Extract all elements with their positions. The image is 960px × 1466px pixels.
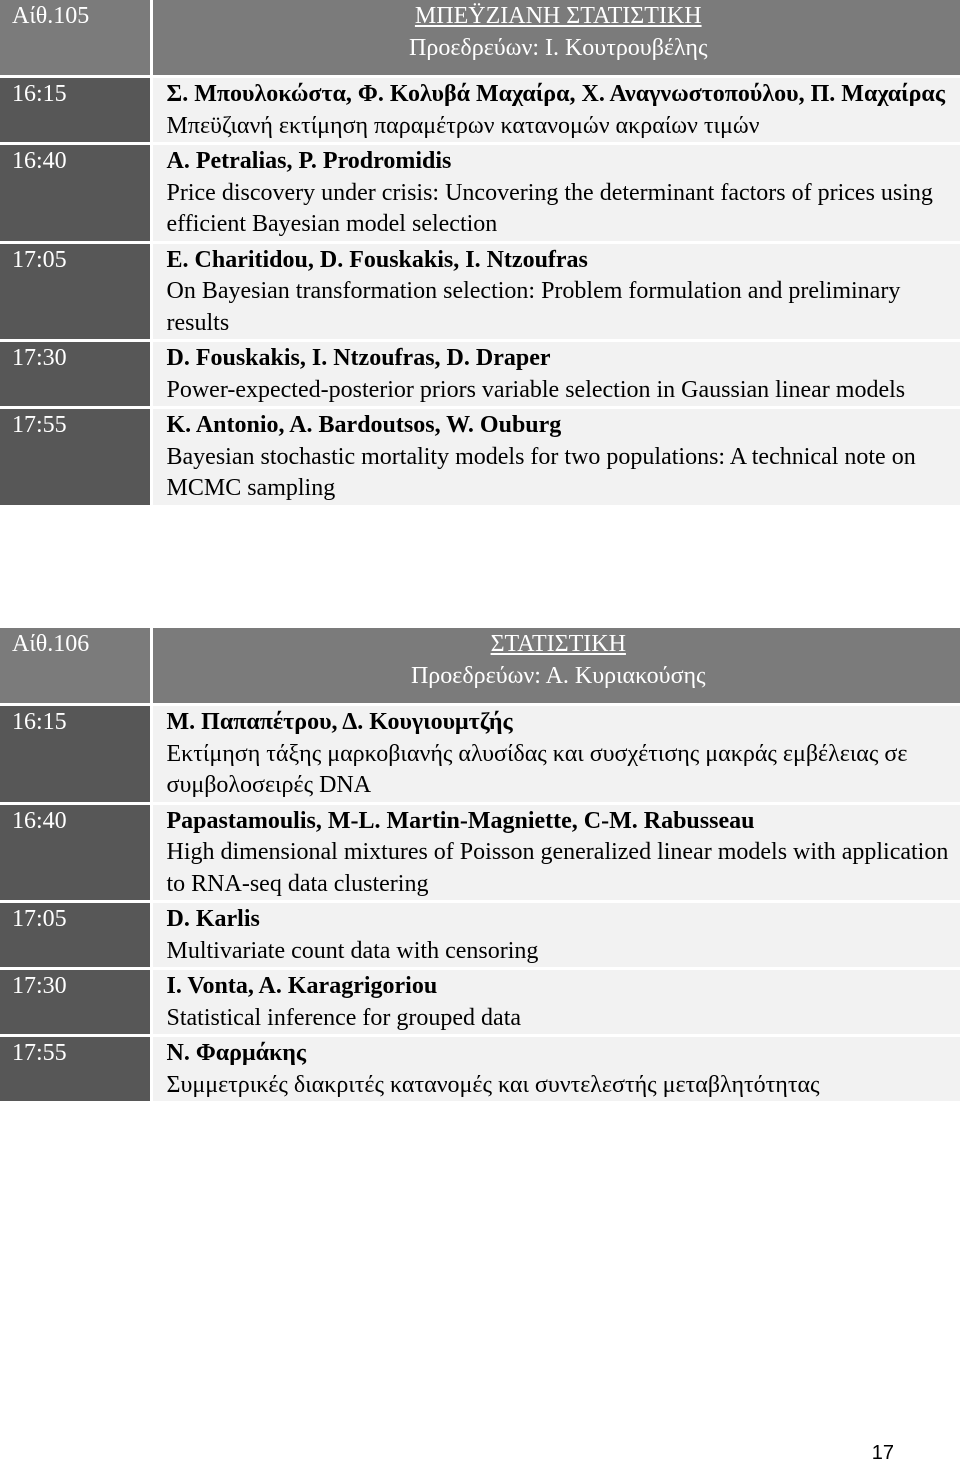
session-title: ΣΤΑΤΙΣΤΙΚΗ xyxy=(490,631,626,657)
talk-row xyxy=(0,341,960,408)
room-label: Αίθ.105 xyxy=(0,0,151,77)
talk-details xyxy=(151,969,960,1036)
talk-title: Bayesian stochastic mortality models for two populations: A technical note on MCMC sampling xyxy=(166,443,916,501)
session-chair: Προεδρεύων: Ι. Κουτρουβέλης xyxy=(409,34,708,61)
talk-authors: E. Charitidou, D. Fouskakis, I. Ntzoufras xyxy=(166,246,588,273)
session-room-106 xyxy=(0,628,960,1104)
talk-time: 17:55 xyxy=(0,408,151,507)
talk-authors: D. Karlis xyxy=(166,906,260,932)
talk-details xyxy=(151,902,960,969)
talk-title: Statistical inference for grouped data xyxy=(166,1004,522,1031)
talk-time: 17:30 xyxy=(0,969,151,1036)
session-chair: Προεδρεύων: Α. Κυριακούσης xyxy=(410,662,706,689)
talk-time: 17:55 xyxy=(0,1036,151,1103)
talk-title: High dimensional mixtures of Poisson generalized linear models with application to RNA-seq data clustering xyxy=(166,839,949,897)
talk-title: Multivariate count data with censoring xyxy=(166,937,539,964)
talk-row xyxy=(0,902,960,969)
talk-authors: D. Fouskakis, I. Ntzoufras, D. Draper xyxy=(166,345,551,371)
talk-row xyxy=(0,408,960,507)
talk-time: 16:15 xyxy=(0,705,151,804)
session-title: ΜΠΕΫΖΙΑΝΗ ΣΤΑΤΙΣΤΙΚΗ xyxy=(414,3,702,29)
session-header xyxy=(151,0,960,77)
talk-row xyxy=(0,77,960,144)
talk-authors: Μ. Παπαπέτρου, Δ. Κουγιουμτζής xyxy=(166,709,513,735)
talk-row xyxy=(0,969,960,1036)
talk-title: Εκτίμηση τάξης μαρκοβιανής αλυσίδας και συσχέτισης μακράς εμβέλειας σε συμβολοσειρές DNA xyxy=(166,740,908,798)
talk-row xyxy=(0,144,960,243)
talk-details xyxy=(151,803,960,902)
session-header xyxy=(151,628,960,705)
talk-time: 16:15 xyxy=(0,77,151,144)
talk-details xyxy=(151,408,960,507)
talk-time: 17:05 xyxy=(0,242,151,341)
talk-row xyxy=(0,1036,960,1103)
talk-details xyxy=(151,705,960,804)
talk-details xyxy=(151,341,960,408)
session-header-row xyxy=(0,0,960,77)
talk-title: Συμμετρικές διακριτές κατανομές και συντελεστής μεταβλητότητας xyxy=(166,1071,820,1098)
talk-title: Μπεϋζιανή εκτίμηση παραμέτρων κατανομών ακραίων τιμών xyxy=(166,112,760,139)
schedule-table xyxy=(0,628,960,1104)
talk-authors: Papastamoulis, M-L. Martin-Magniette, C-M. Rabusseau xyxy=(166,807,755,834)
talk-details xyxy=(151,77,960,144)
talk-authors: Σ. Μπουλοκώστα, Φ. Κολυβά Μαχαίρα, Χ. Αναγνωστοπούλου, Π. Μαχαίρας xyxy=(166,81,945,107)
talk-row xyxy=(0,803,960,902)
talk-details xyxy=(151,1036,960,1103)
talk-row xyxy=(0,242,960,341)
talk-authors: A. Petralias, P. Prodromidis xyxy=(166,148,452,174)
talk-time: 16:40 xyxy=(0,803,151,902)
talk-time: 17:05 xyxy=(0,902,151,969)
session-room-105 xyxy=(0,0,960,508)
session-header-row xyxy=(0,628,960,705)
talk-details xyxy=(151,242,960,341)
talk-row xyxy=(0,705,960,804)
talk-authors: I. Vonta, A. Karagrigoriou xyxy=(166,973,438,999)
room-label: Αίθ.106 xyxy=(0,628,151,705)
talk-title: On Bayesian transformation selection: Problem formulation and preliminary results xyxy=(166,278,901,336)
talk-time: 16:40 xyxy=(0,144,151,243)
talk-authors: Ν. Φαρμάκης xyxy=(166,1040,307,1066)
talk-title: Price discovery under crisis: Uncovering the determinant factors of prices using efficient Bayesian model selection xyxy=(166,179,933,237)
talk-time: 17:30 xyxy=(0,341,151,408)
page-number: 17 xyxy=(871,1442,894,1464)
talk-title: Power-expected-posterior priors variable selection in Gaussian linear models xyxy=(166,376,906,403)
schedule-table xyxy=(0,0,960,508)
talk-details xyxy=(151,144,960,243)
talk-authors: K. Antonio, A. Bardoutsos, W. Ouburg xyxy=(166,412,562,438)
